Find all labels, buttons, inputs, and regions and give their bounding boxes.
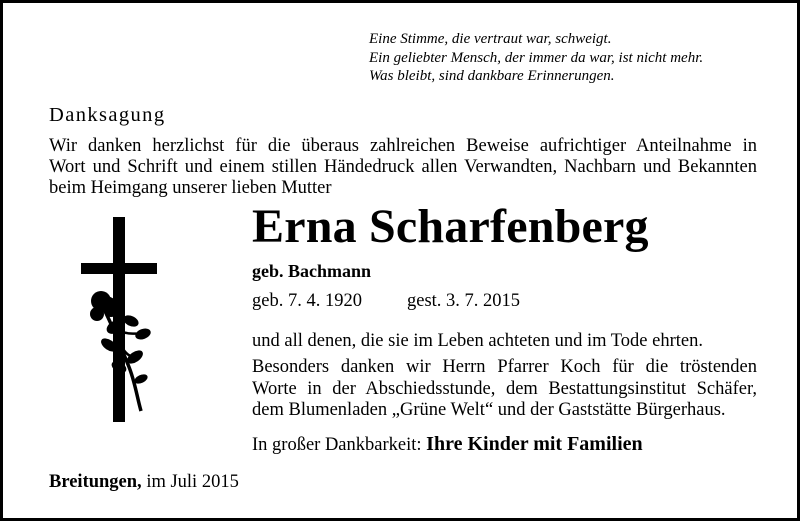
place-date-line <box>49 472 239 493</box>
thanks-line-2: Besonders danken wir Herrn Pfarrer Koch für die tröstenden <box>252 357 757 377</box>
cross-with-rose-icon <box>73 217 163 422</box>
intro-paragraph <box>49 136 757 199</box>
heading-danksagung: Danksagung <box>49 104 166 126</box>
intro-line-1: Wir danken herzlichst für die überaus zahlreichen Beweise aufrichtiger Anteilnahme in <box>49 136 757 156</box>
closing-line <box>252 433 643 456</box>
closing-prefix: In großer Dankbarkeit: <box>252 435 422 455</box>
closing-signature: Ihre Kinder mit Familien <box>426 433 643 455</box>
intro-line-2: Wort und Schrift und einem stillen Händedruck allen Verwandten, Nachbarn und Bekannten <box>49 157 757 177</box>
thanks-line-1: und all denen, die sie im Leben achteten und im Tode ehrten. <box>252 331 703 351</box>
memorial-quote <box>369 30 703 86</box>
quote-line-3: Was bleibt, sind dankbare Erinnerungen. <box>369 68 615 84</box>
maiden-name: geb. Bachmann <box>252 261 372 281</box>
death-date: gest. 3. 7. 2015 <box>407 291 521 311</box>
place-date: im Juli 2015 <box>146 472 239 492</box>
thanks-line-3: Worte in der Abschiedsstunde, dem Bestattungsinstitut Schäfer, <box>252 378 757 399</box>
quote-line-2: Ein geliebter Mensch, der immer da war, ist nicht mehr. <box>369 49 704 66</box>
thanks-paragraph <box>252 357 757 422</box>
deceased-name: Erna Scharfenberg <box>252 200 649 253</box>
place-town: Breitungen, <box>49 472 142 492</box>
birth-date: geb. 7. 4. 1920 <box>252 291 362 311</box>
quote-line-1: Eine Stimme, die vertraut war, schweigt. <box>369 31 612 47</box>
intro-line-3: beim Heimgang unserer lieben Mutter <box>49 178 332 198</box>
thanks-line-4: dem Blumenladen „Grüne Welt“ und der Gaststätte Bürgerhaus. <box>252 400 726 420</box>
